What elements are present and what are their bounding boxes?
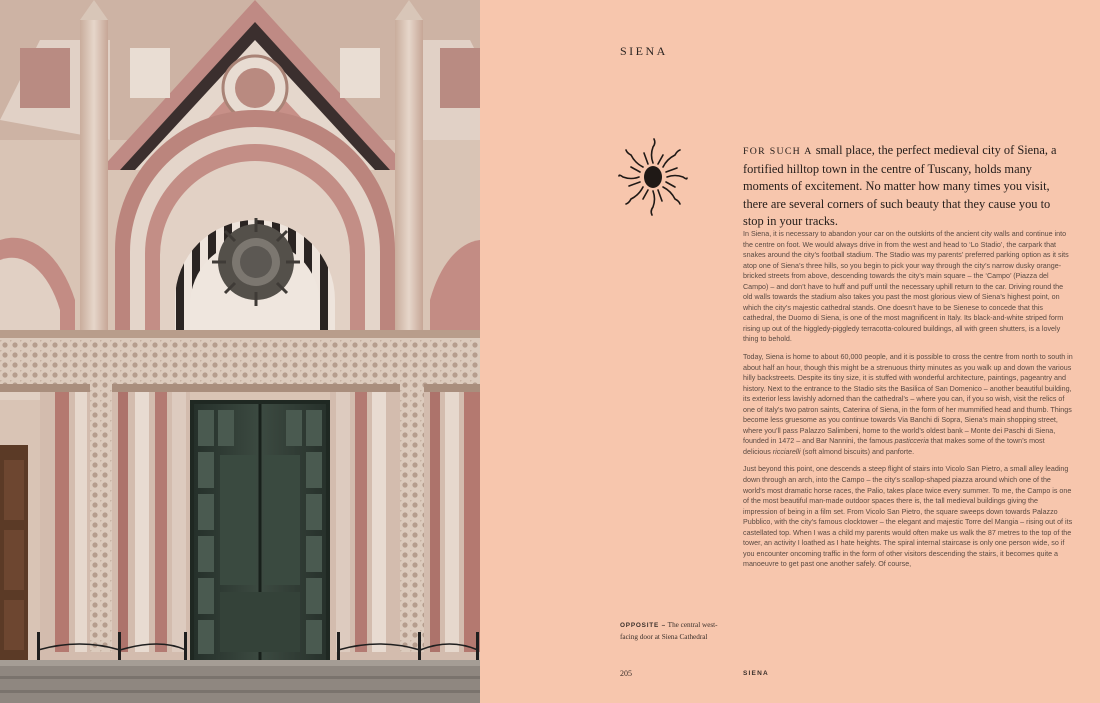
cathedral-door-photo — [0, 0, 480, 703]
body-italic-ricciarelli: ricciarelli — [772, 447, 801, 456]
caption-text: The central west-facing door at Siena Cathedral — [620, 621, 718, 641]
body-paragraph-2 — [743, 352, 1073, 457]
lead-paragraph — [743, 142, 1073, 231]
photo-caption — [620, 620, 728, 642]
running-head: SIENA — [620, 44, 668, 58]
caption-label: OPPOSITE – — [620, 622, 667, 629]
page-number: 205 — [620, 669, 632, 678]
body-paragraph-3: Just beyond this point, one descends a steep flight of stairs into Vicolo San Pietro, a small alley leading down through an arch, into the Campo – the city’s scallop-shaped piazza around which one of the world’s most dramatic horse races, the Palio, takes place twice every summer. To me, the Campo is one of the most beautiful man-made outdoor spaces there is, the tall medieval buildings giving the impression of being in a film set. From Vicolo San Pietro, the square sweeps down towards Palazzo Pubblico, with the city’s famous clocktower – the elegant and majestic Torre del Mangia – rising out of its castellated top. When I was a child my parents would often make us walk the 87 metres to the top of the tower, an activity I loathed as I hate heights. The spiral internal staircase is only one person wide, so if you encounter oncoming traffic in the form of other visitors descending the stairs, it becomes quite a manoeuvre to get past one another safely. Of course, — [743, 465, 1073, 569]
sun-emblem-icon — [618, 138, 688, 216]
body-text — [743, 229, 1073, 577]
lead-text: small place, the perfect medieval city of Siena, a fortified hilltop town in the centre of Tuscany, holds many moments of excitement. No matter how many times you visit, there are several corners of such beauty that they cause you to stop in your tracks. — [743, 143, 1057, 228]
text-page — [480, 0, 1100, 703]
footer-running-head: SIENA — [743, 670, 769, 677]
lead-smallcaps: FOR SUCH A — [743, 146, 813, 157]
body-italic-pasticceria: pasticceria — [894, 437, 929, 446]
body-paragraph-1: In Siena, it is necessary to abandon your car on the outskirts of the ancient city walls and continue into the centre on foot. We would always drive in from the west and head to ‘Lo Stadio’, the carpark that snakes around the city’s football stadium. The Stadio was my parents’ preferred parking option as it sits atop one of Siena’s three hills, so you begin to pick your way through the city’s narrow dusky orange-bricked streets from above, descending towards the city’s main square – the ‘Campo’ (Piazza del Campo) – and don’t have to huff and puff until the necessary uphill return to the car. Driving round the old walls towards the stadium also takes you past the most glorious view of Siena’s highest point, on which the city’s majestic cathedral stands. One doesn’t have to be Sienese to concede that this cathedral, the Duomo di Siena, is one of the most magnificent in Italy. Its black-and-white striped form rising up out of the higgledy-piggledy terracotta-coloured buildings, all with green shutters, is a lovely thing to behold. — [743, 230, 1069, 344]
body-paragraph-2-part-c: (soft almond biscuits) and panforte. — [800, 447, 915, 456]
body-paragraph-2-part-a: Today, Siena is home to about 60,000 people, and it is possible to cross the centre from north to south in about half an hour, though this might be a strenuous thirty minutes as you walk up and down the various hilly backstreets. Despite its tiny size, it is stuffed with wonderful architecture, paintings, pageantry and history. Next to the entrance to the Stadio sits the Basilica of San Domenico – another beautiful building, its exterior less lavishly adorned than the cathedral’s – where you can, if you so wish, visit the relics of one of Italy’s two patron saints, Caterina of Siena, in the form of her mummified head and thumb. Things become less gruesome as you continue towards Via Banchi di Sopra, Siena’s main shopping street, where you’ll pass Palazzo Salimbeni, home to the world’s oldest bank – Monte dei Paschi di Siena, founded in 1472 – and Bar Nannini, the famous — [743, 353, 1073, 446]
body-paragraph-2-part-b: that makes some of the town’s most delicious — [743, 437, 1045, 456]
